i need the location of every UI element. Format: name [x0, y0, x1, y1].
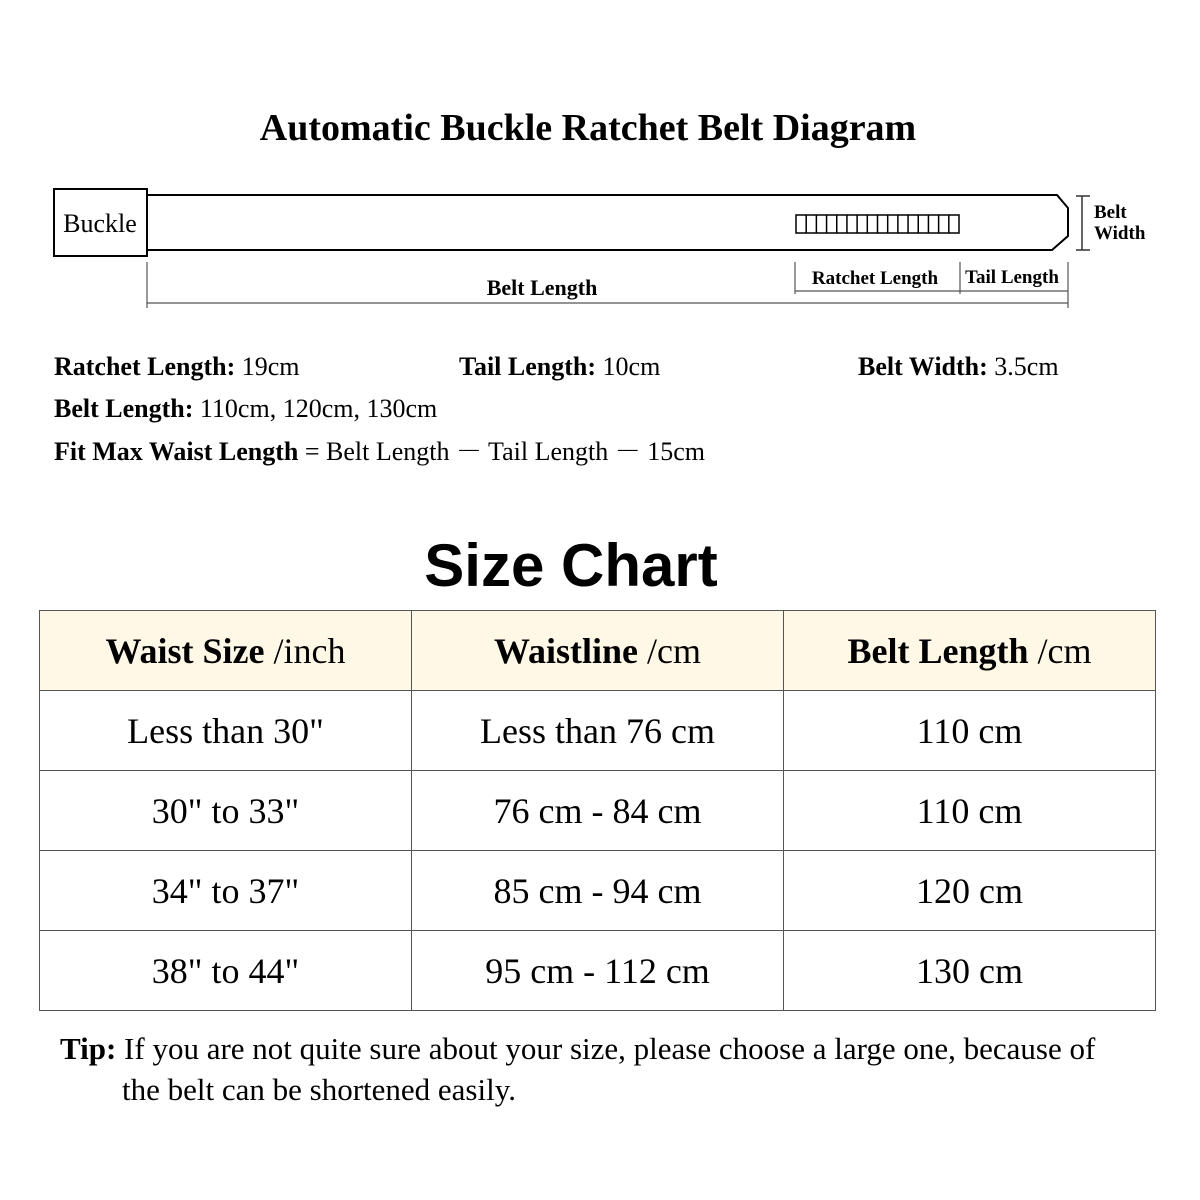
belt-width-bracket: [1076, 196, 1090, 250]
cell-waist-size: Less than 30": [40, 691, 412, 771]
table-row: [40, 851, 1156, 931]
cell-belt-length: 130 cm: [784, 931, 1156, 1011]
cell-waist-size: 34" to 37": [40, 851, 412, 931]
cell-waist-size: 30" to 33": [40, 771, 412, 851]
cell-waistline: 95 cm - 112 cm: [412, 931, 784, 1011]
tip-label: Tip:: [60, 1031, 117, 1066]
spec-belt-width: Belt Width: 3.5cm: [858, 352, 1059, 381]
spec-tail-length: Tail Length: 10cm: [459, 352, 661, 381]
header-waist-size: Waist Size /inch: [40, 611, 412, 691]
ratchet-length-label: Ratchet Length: [811, 268, 939, 289]
belt-width-label-2: Width: [1094, 223, 1146, 244]
spec-ratchet-length: Ratchet Length: 19cm: [54, 352, 300, 381]
size-chart-title: Size Chart: [424, 532, 718, 599]
tip-text-2: the belt can be shortened easily.: [122, 1072, 516, 1107]
ratchet-teeth: [796, 215, 959, 233]
cell-waistline: Less than 76 cm: [412, 691, 784, 771]
table-row: [40, 771, 1156, 851]
cell-belt-length: 120 cm: [784, 851, 1156, 931]
cell-waistline: 85 cm - 94 cm: [412, 851, 784, 931]
spec-belt-length: Belt Length: 110cm, 120cm, 130cm: [54, 394, 438, 423]
diagram-title: Automatic Buckle Ratchet Belt Diagram: [259, 107, 917, 149]
belt-strap: [147, 195, 1068, 250]
cell-belt-length: 110 cm: [784, 691, 1156, 771]
belt-diagram: [0, 0, 1200, 330]
spec-fit-max: Fit Max Waist Length = Belt Length － Tail Length － 15cm: [54, 437, 705, 466]
cell-belt-length: 110 cm: [784, 771, 1156, 851]
size-chart-table: [39, 610, 1156, 1011]
belt-length-label: Belt Length: [486, 275, 598, 300]
header-waistline: Waistline /cm: [412, 611, 784, 691]
tip-note: [60, 1028, 1140, 1110]
table-row: [40, 931, 1156, 1011]
tail-length-label: Tail Length: [965, 267, 1059, 288]
buckle-label: Buckle: [63, 209, 137, 238]
table-header-row: [40, 611, 1156, 691]
cell-waistline: 76 cm - 84 cm: [412, 771, 784, 851]
tip-text-1: If you are not quite sure about your size, please choose a large one, because of: [116, 1031, 1096, 1066]
table-row: [40, 691, 1156, 771]
cell-waist-size: 38" to 44": [40, 931, 412, 1011]
header-belt-length: Belt Length /cm: [784, 611, 1156, 691]
belt-width-label-1: Belt: [1094, 202, 1127, 223]
